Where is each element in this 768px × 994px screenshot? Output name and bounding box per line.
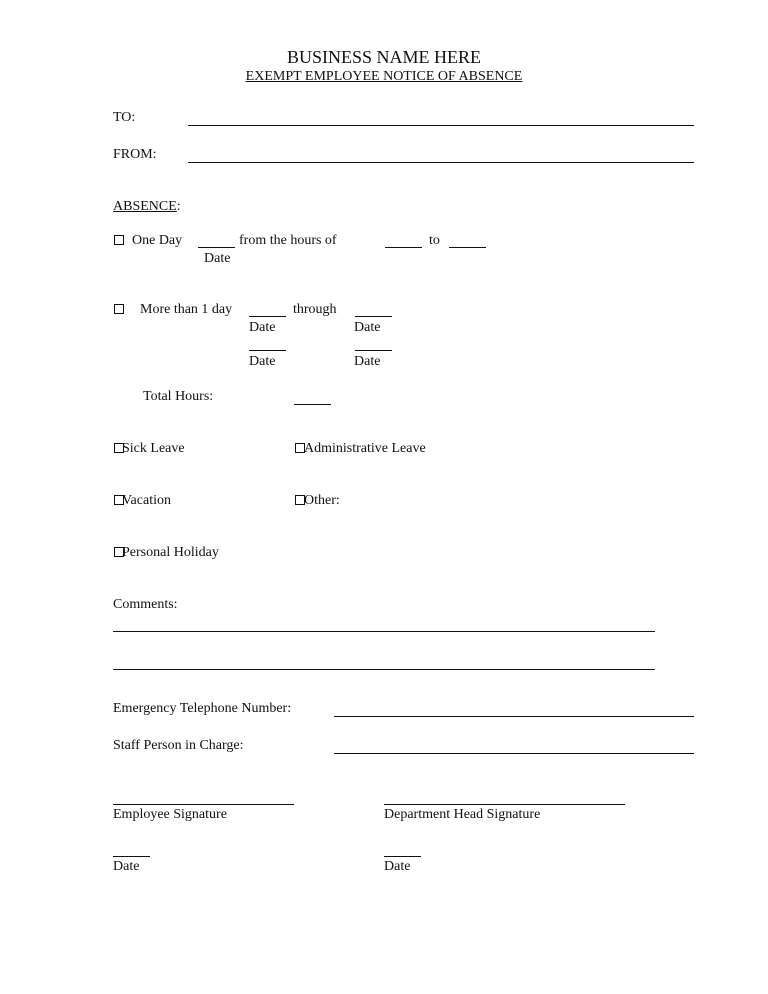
staff-in-charge-line[interactable]: [334, 753, 694, 754]
to-field-line[interactable]: [188, 125, 694, 126]
one-day-date-caption: Date: [204, 251, 231, 266]
one-day-to-text: to: [429, 233, 440, 248]
department-head-signature-caption: Department Head Signature: [384, 807, 541, 822]
absence-heading-text: ABSENCE: [113, 199, 177, 214]
one-day-start-hour-blank[interactable]: [385, 247, 422, 248]
multi-day-label: More than 1 day: [140, 302, 233, 317]
comments-line-1[interactable]: [113, 631, 655, 632]
one-day-hours-text: from the hours of: [239, 233, 337, 248]
multi-day-start-date-caption: Date: [249, 320, 276, 335]
multi-day-checkbox[interactable]: [114, 304, 124, 314]
multi-day-end-date-caption: Date: [354, 320, 381, 335]
employee-signature-line[interactable]: [113, 804, 294, 805]
comments-label: Comments:: [113, 597, 178, 612]
staff-in-charge-label: Staff Person in Charge:: [113, 738, 244, 753]
sick-leave-label: Sick Leave: [122, 441, 185, 456]
absence-heading: [113, 200, 181, 214]
employee-date-caption: Date: [113, 859, 140, 874]
total-hours-blank[interactable]: [294, 404, 331, 405]
comments-line-2[interactable]: [113, 669, 655, 670]
multi-day-second-end-blank[interactable]: [355, 350, 392, 351]
multi-day-second-end-caption: Date: [354, 354, 381, 369]
employee-date-blank[interactable]: [113, 856, 150, 857]
one-day-end-hour-blank[interactable]: [449, 247, 486, 248]
department-head-date-caption: Date: [384, 859, 411, 874]
one-day-label: One Day: [132, 233, 183, 248]
multi-day-second-start-blank[interactable]: [249, 350, 286, 351]
one-day-checkbox[interactable]: [114, 235, 124, 245]
department-head-signature-line[interactable]: [384, 804, 625, 805]
from-field-line[interactable]: [188, 162, 694, 163]
employee-signature-caption: Employee Signature: [113, 807, 227, 822]
department-head-date-blank[interactable]: [384, 856, 421, 857]
multi-day-end-date-blank[interactable]: [355, 316, 392, 317]
vacation-label: Vacation: [122, 493, 171, 508]
personal-holiday-label: Personal Holiday: [122, 545, 219, 560]
multi-day-through-text: through: [293, 302, 337, 317]
form-title: EXEMPT EMPLOYEE NOTICE OF ABSENCE: [245, 69, 523, 84]
one-day-date-blank[interactable]: [198, 247, 235, 248]
other-label: Other:: [304, 493, 340, 508]
multi-day-second-start-caption: Date: [249, 354, 276, 369]
total-hours-label: Total Hours:: [143, 389, 214, 404]
emergency-phone-line[interactable]: [334, 716, 694, 717]
administrative-leave-label: Administrative Leave: [304, 441, 426, 456]
multi-day-start-date-blank[interactable]: [249, 316, 286, 317]
from-label: FROM:: [113, 147, 157, 162]
business-name: BUSINESS NAME HERE: [286, 47, 482, 67]
emergency-phone-label: Emergency Telephone Number:: [113, 701, 292, 716]
to-label: TO:: [113, 110, 136, 125]
absence-heading-colon: :: [176, 199, 181, 214]
